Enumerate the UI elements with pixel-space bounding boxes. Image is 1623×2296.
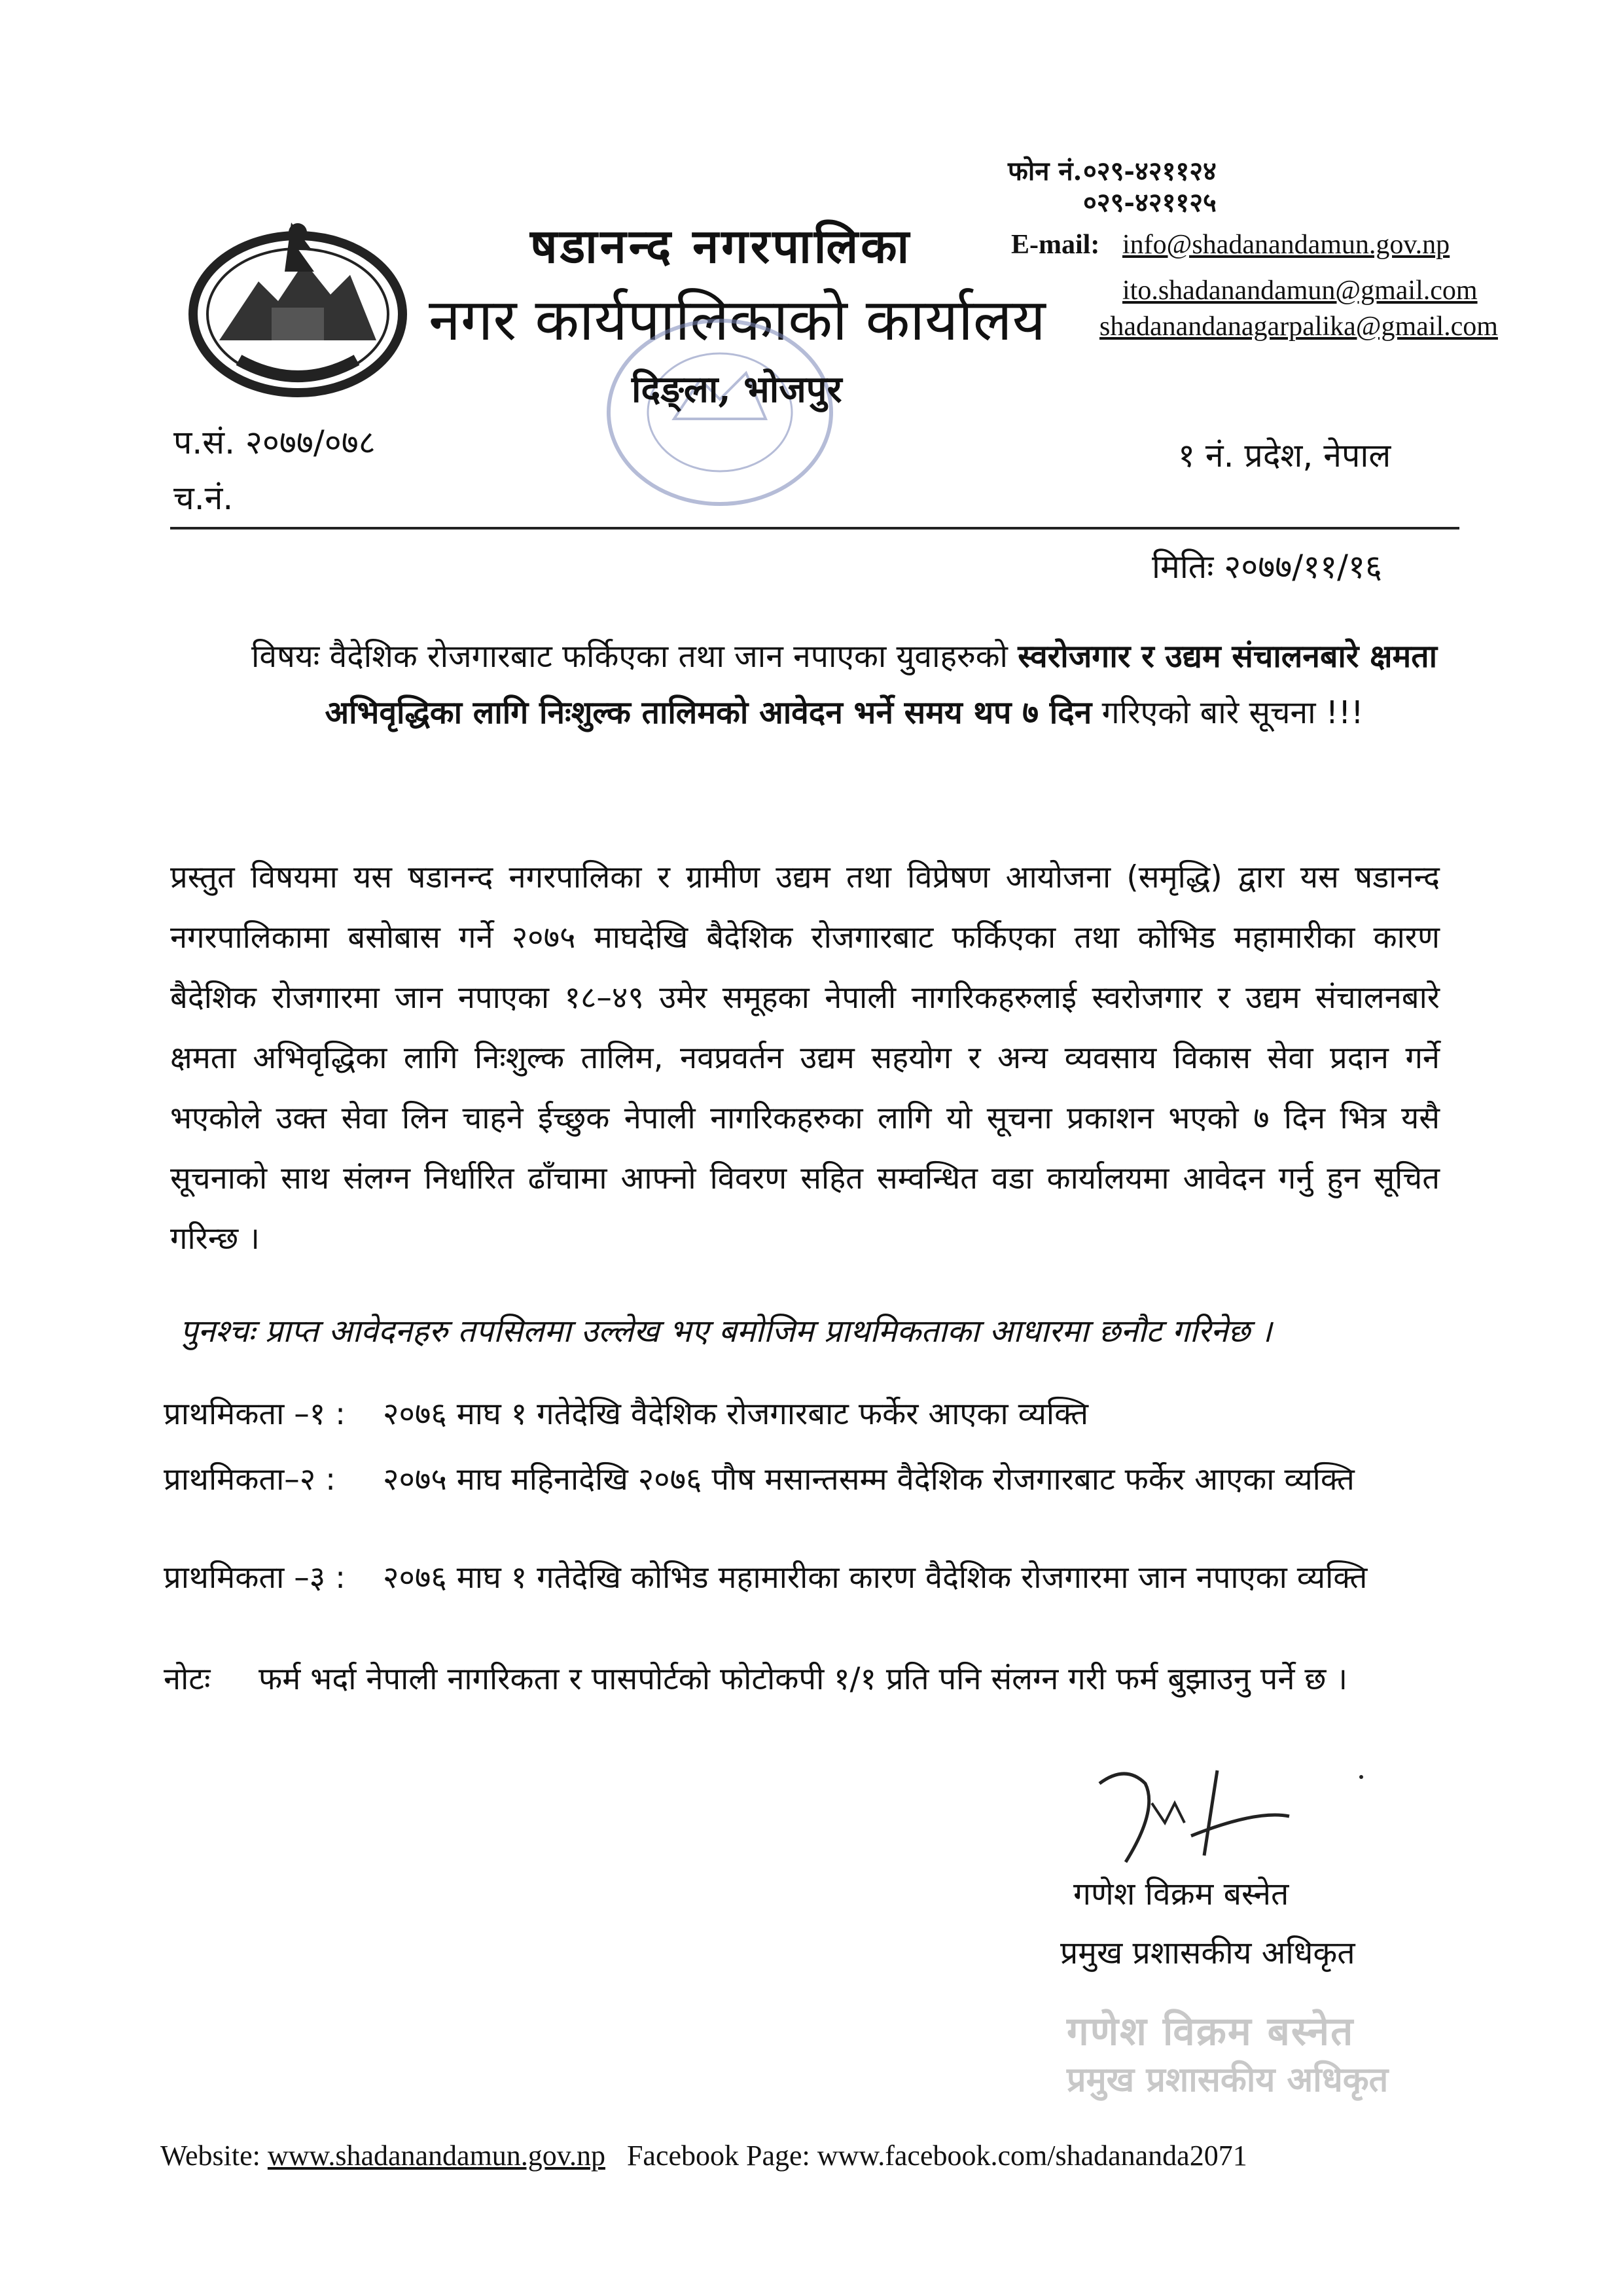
notice-date: मितिः २०७७/११/१६ [1152,548,1382,586]
priority-item [164,1456,1466,1503]
phone-number: ०२९-४२११२५ [1083,187,1217,218]
notice-body: प्रस्तुत विषयमा यस षडानन्द नगरपालिका र ग्रामीण उद्यम तथा विप्रेषण आयोजना (समृद्धि) द्वारा यस षडानन्द नगरपालिकामा बसोबास गर्ने २०७५ माघदेखि बैदेशिक रोजगारबाट फर्किएका तथा कोभिड महामारीका कारण बैदेशिक रोजगारमा जान नपाएका १८–४९ उमेर समूहका नेपाली नागरिकहरुलाई स्वरोजगार र उद्यम संचालनबारे क्षमता अभिवृद्धिका लागि निःशुल्क तालिम, नवप्रवर्तन उद्यम सहयोग र अन्य व्यवसाय विकास सेवा प्रदान गर्ने भएकोले उक्त सेवा लिन चाहने ईच्छुक नेपाली नागरिकहरुका लागि यो सूचना प्रकाशन भएको ७ दिन भित्र यसै सूचनाको साथ संलग्न निर्धारित ढाँचामा आफ्नो विवरण सहित सम्वन्धित वडा कार्यालयमा आवेदन गर्नु हुन सूचित गरिन्छ । [170,859,1440,1257]
postscript: पुनश्चः प्राप्त आवेदनहरु तपसिलमा उल्लेख भए बमोजिम प्राथमिकताका आधारमा छनौट गरिनेछ । [180,1313,1272,1350]
handwritten-signature [1086,1757,1400,1875]
signatory-name: गणेश विक्रम बस्नेत [1073,1876,1289,1912]
priority-item [164,1554,1466,1602]
email-link[interactable]: info@shadanandamun.gov.np [1122,230,1450,260]
subject-bold: स्वरोजगार र उद्यम संचालनबारे क्षमता अभिवृद्धिका लागि निःशुल्क तालिमको आवेदन भर्ने समय थप ७ दिन [325,638,1438,731]
nepal-emblem-logo [180,209,416,399]
footer [160,2139,1247,2172]
phone-number: ०२९-४२११२४ [1083,156,1217,187]
facebook-link[interactable]: www.facebook.com/shadananda2071 [817,2140,1247,2172]
note-label: नोटः [164,1661,211,1697]
priority-text: २०७५ माघ महिनादेखि २०७६ पौष मसान्तसम्म वैदेशिक रोजगारबाट फर्केर आएका व्यक्ति [383,1462,1355,1498]
email-label: E-mail: [1011,230,1100,260]
note-text: फर्म भर्दा नेपाली नागरिकता र पासपोर्टको फोटोकपी १/१ प्रति पनि संलग्न गरी फर्म बुझाउनु पर्ने छ । [259,1661,1348,1697]
reference-number: प.सं. २०७७/०७८ [173,423,376,461]
office-name: नगर कार्यपालिकाको कार्यालय [429,286,1046,353]
priority-label: प्राथमिकता –१ : [164,1396,346,1432]
priority-label: प्राथमिकता –३ : [164,1560,346,1596]
subject-suffix: गरिएको बारे सूचना !!! [1101,694,1364,731]
header-divider [170,527,1459,529]
website-label: Website: [160,2140,260,2172]
dispatch-number: च.नं. [173,479,234,517]
subject-prefix: विषयः वैदेशिक रोजगारबाट फर्किएका तथा जान नपाएका युवाहरुको [251,638,1008,675]
email-link[interactable]: shadanandanagarpalika@gmail.com [1099,312,1498,342]
website-link[interactable]: www.shadanandamun.gov.np [267,2140,605,2172]
signatory-stamp: प्रमुख प्रशासकीय अधिकृत [1067,2060,1389,2100]
signatory-stamp: गणेश विक्रम बस्नेत [1067,2009,1355,2054]
notice-subject [249,628,1440,741]
priority-text: २०७६ माघ १ गतेदेखि वैदेशिक रोजगारबाट फर्केर आएका व्यक्ति [383,1396,1089,1432]
phone-label: फोन नं. [1008,156,1082,187]
priority-item [164,1391,1466,1438]
priority-text: २०७६ माघ १ गतेदेखि कोभिड महामारीका कारण वैदेशिक रोजगारमा जान नपाएका व्यक्ति [383,1560,1368,1596]
email-link[interactable]: ito.shadanandamun@gmail.com [1122,276,1478,306]
note [164,1656,1472,1703]
priority-label: प्राथमिकता–२ : [164,1462,336,1498]
facebook-label: Facebook Page: [626,2140,810,2172]
office-place: दिङ्ला, भोजपुर [632,368,842,411]
municipality-name: षडानन्द नगरपालिका [530,218,912,274]
signatory-title: प्रमुख प्रशासकीय अधिकृत [1060,1935,1355,1971]
province-line: १ नं. प्रदेश, नेपाल [1178,437,1391,475]
